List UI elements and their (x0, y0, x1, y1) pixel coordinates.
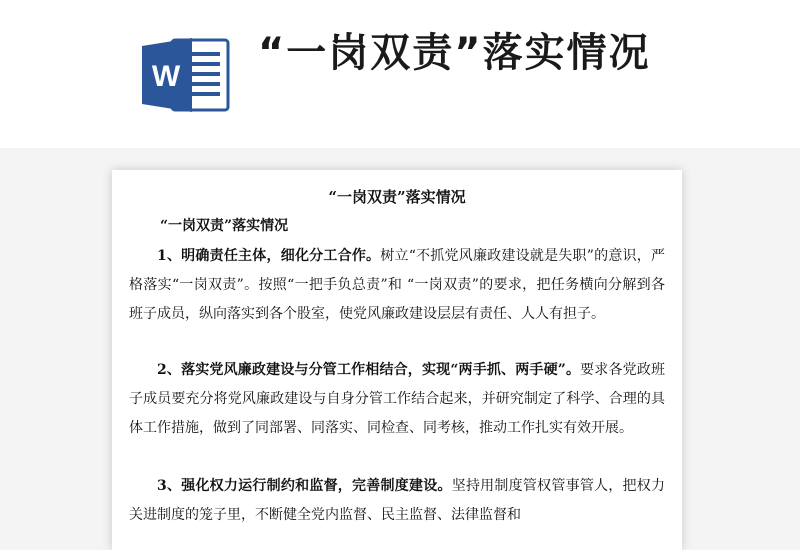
paragraph-3 (129, 472, 665, 530)
header (0, 0, 800, 148)
document-title: “一岗双责”落实情况 (328, 188, 466, 206)
paragraph-2-body: 要求各党政班子成员要充分将党风廉政建设与自身分管工作结合起来，并研究制定了科学、合理的具体工作措施，做到了同部署、同落实、同检查、同考核，推动工作扎实有效开展。 (129, 362, 665, 436)
svg-text:W: W (151, 60, 181, 93)
paragraph-1-lead: 1、明确责任主体，细化分工合作。 (157, 248, 381, 264)
paragraph-3-body: 坚持用制度管权管事管人，把权力关进制度的笼子里，不断健全党内监督、民主监督、法律监督和 (129, 478, 666, 523)
word-document-icon (142, 36, 230, 114)
document-subtitle: “一岗双责”落实情况 (160, 218, 289, 234)
paragraph-3-lead: 3、强化权力运行制约和监督，完善制度建设。 (157, 478, 452, 494)
paragraph-1-body: 树立“不抓党风廉政建设就是失职”的意识，严格落实“一岗双责”。按照“一把手负总责”和 “一岗双责”的要求，把任务横向分解到各班子成员，纵向落实到各个股室，使党风廉政建设层层有责任、人人有担子。 (129, 248, 665, 322)
paragraph-1 (129, 242, 665, 329)
document-page (112, 170, 682, 550)
paragraph-2 (129, 356, 665, 443)
paragraph-2-lead: 2、落实党风廉政建设与分管工作相结合，实现“两手抓、两手硬”。 (157, 362, 581, 378)
page-title: “一岗双责”落实情况 (258, 30, 651, 76)
